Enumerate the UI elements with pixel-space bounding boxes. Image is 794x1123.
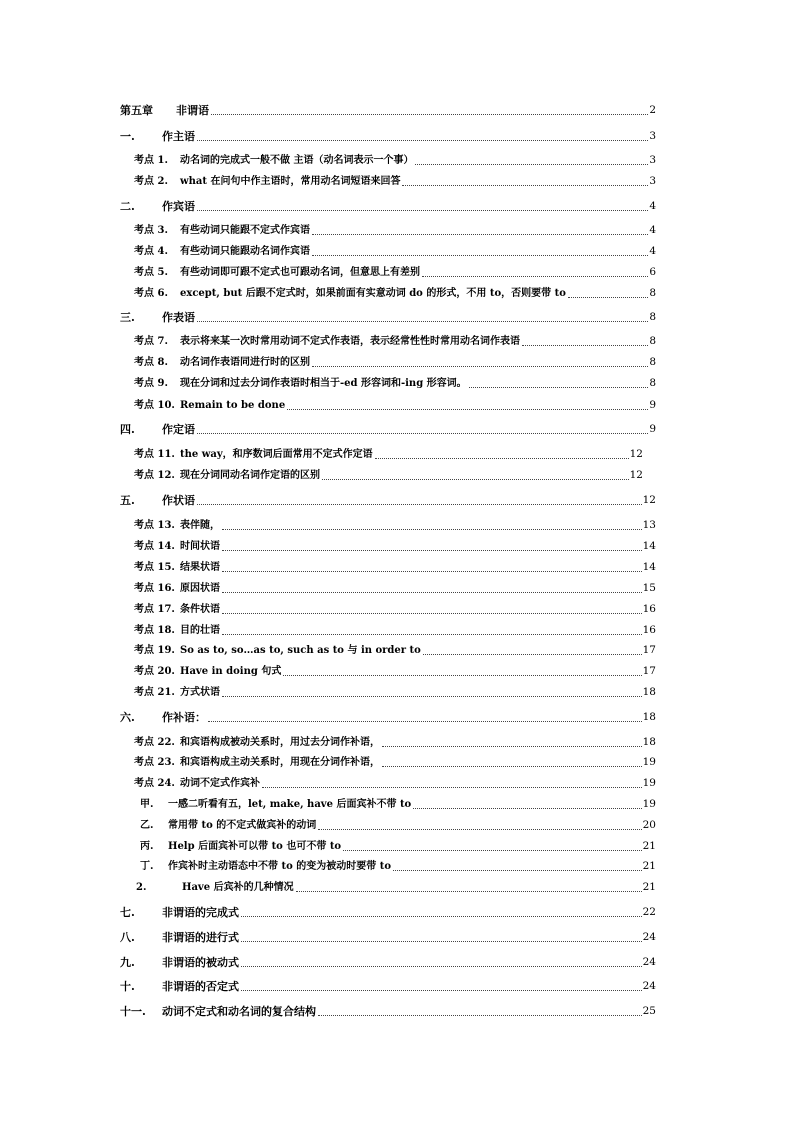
toc-leader-dots (312, 365, 648, 367)
toc-leader-dots (222, 528, 642, 530)
toc-entry-title: 常用带 to 的不定式做宾补的动词 (168, 820, 317, 831)
toc-entry-title: 非谓语的被动式 (162, 956, 239, 969)
toc-entry-title: except, but 后跟不定式时，如果前面有实意动词 do 的形式，不用 to，否则要带 to (180, 288, 566, 299)
toc-leader-dots (296, 890, 642, 892)
toc-entry[interactable] (120, 224, 656, 237)
toc-entry-number: 考点 14. (134, 541, 175, 552)
toc-leader-dots (312, 254, 648, 256)
toc-entry-number: 考点 1. (134, 155, 168, 166)
toc-leader-dots (318, 1014, 642, 1016)
toc-entry-number: 考点 19. (134, 645, 175, 656)
toc-entry[interactable] (120, 154, 656, 167)
toc-entry-page-number: 15 (642, 582, 656, 594)
toc-entry-title: 原因状语 (180, 583, 220, 594)
toc-leader-dots (241, 940, 642, 942)
toc-entry-page-number: 8 (649, 377, 656, 389)
toc-entry-page-number: 3 (649, 130, 656, 142)
toc-entry-page-number: 17 (642, 665, 656, 677)
toc-leader-dots (402, 184, 648, 186)
toc-entry-title: Have in doing 句式 (180, 666, 282, 677)
toc-entry-number: 考点 2. (134, 176, 168, 187)
toc-entry-title: 有些动词只能跟动名词作宾语 (180, 246, 310, 257)
toc-entry[interactable] (120, 1005, 656, 1018)
toc-entry-number: 考点 20. (134, 666, 175, 677)
toc-leader-dots (393, 869, 642, 871)
toc-entry-page-number: 4 (649, 224, 656, 236)
toc-entry[interactable] (120, 561, 656, 574)
toc-entry-number: 二. (120, 200, 135, 213)
toc-entry-page-number: 9 (649, 423, 656, 435)
toc-entry-title: 方式状语 (180, 687, 220, 698)
toc-entry-number: 考点 17. (134, 604, 175, 615)
toc-entry[interactable] (120, 494, 656, 507)
toc-entry-number: 九. (120, 956, 135, 969)
toc-entry-page-number: 12 (629, 448, 643, 460)
toc-entry-title: So as to, so…as to, such as to 与 in order to (180, 645, 421, 656)
toc-entry-page-number: 25 (642, 1005, 656, 1017)
toc-entry[interactable] (120, 819, 656, 832)
toc-entry-title: the way，和序数词后面常用不定式作定语 (180, 449, 373, 460)
toc-entry-number: 考点 9. (134, 378, 168, 389)
toc-entry-title: Help 后面宾补可以带 to 也可不带 to (168, 841, 342, 852)
toc-entry-title: 和宾语构成被动关系时，用过去分词作补语， (180, 737, 380, 748)
toc-leader-dots (197, 432, 648, 434)
toc-entry-title: 和宾语构成主动关系时，用现在分词作补语， (180, 757, 380, 768)
toc-entry-page-number: 16 (642, 624, 656, 636)
toc-leader-dots (211, 113, 648, 115)
toc-entry-number: 考点 23. (134, 757, 175, 768)
toc-entry-page-number: 2 (649, 104, 656, 116)
toc-leader-dots (241, 989, 642, 991)
toc-leader-dots (262, 786, 642, 788)
toc-entry-title: 表伴随， (180, 520, 220, 531)
toc-entry[interactable] (120, 448, 643, 461)
toc-leader-dots (415, 163, 648, 165)
toc-entry-number: 考点 3. (134, 225, 168, 236)
toc-entry-title: 作宾补时主动语态中不带 to 的变为被动时要带 to (168, 861, 392, 872)
toc-leader-dots (375, 457, 629, 459)
toc-entry-number: 考点 24. (134, 778, 175, 789)
toc-entry-title: Remain to be done (180, 400, 286, 411)
toc-entry-page-number: 22 (642, 906, 656, 918)
toc-entry[interactable] (120, 624, 656, 637)
toc-entry-title: 非谓语的否定式 (162, 980, 239, 993)
toc-entry-page-number: 24 (642, 980, 656, 992)
toc-entry-number: 考点 4. (134, 246, 168, 257)
toc-entry[interactable] (120, 130, 656, 143)
toc-entry-number: 一. (120, 130, 135, 143)
toc-entry[interactable] (120, 540, 656, 553)
toc-entry-number: 甲. (140, 799, 154, 810)
toc-entry-number: 考点 22. (134, 737, 175, 748)
toc-leader-dots (197, 209, 648, 211)
toc-entry[interactable] (120, 200, 656, 213)
toc-entry-number: 考点 7. (134, 336, 168, 347)
toc-entry[interactable] (120, 956, 656, 969)
toc-entry-title: 有些动词只能跟不定式作宾语 (180, 225, 310, 236)
toc-entry-title: 作定语 (162, 423, 195, 436)
toc-entry-page-number: 13 (642, 519, 656, 531)
toc-entry-number: 五. (120, 494, 135, 507)
toc-entry-page-number: 4 (649, 245, 656, 257)
toc-entry-number: 考点 8. (134, 357, 168, 368)
toc-entry-page-number: 24 (642, 931, 656, 943)
toc-leader-dots (318, 828, 641, 830)
toc-entry[interactable] (120, 469, 643, 482)
toc-entry[interactable] (120, 665, 656, 678)
toc-entry-title: 作补语： (162, 711, 206, 724)
toc-leader-dots (197, 503, 642, 505)
toc-entry-title: 作状语 (162, 494, 195, 507)
toc-leader-dots (208, 720, 642, 722)
toc-entry-page-number: 8 (649, 287, 656, 299)
toc-entry-page-number: 16 (642, 603, 656, 615)
toc-entry-title: 目的壮语 (180, 625, 220, 636)
toc-entry-page-number: 19 (642, 798, 656, 810)
toc-entry-title: 动名词作表语同进行时的区别 (180, 357, 310, 368)
toc-entry-number: 三. (120, 311, 135, 324)
toc-entry-page-number: 6 (649, 266, 656, 278)
toc-entry-number: 考点 18. (134, 625, 175, 636)
toc-leader-dots (222, 633, 642, 635)
toc-entry-number: 丙. (140, 841, 154, 852)
toc-entry-page-number: 12 (642, 494, 656, 506)
toc-entry-number: 十一. (120, 1005, 146, 1018)
toc-leader-dots (287, 408, 648, 410)
toc-entry[interactable] (120, 287, 656, 300)
toc-entry[interactable] (120, 311, 656, 324)
toc-entry[interactable] (120, 840, 656, 853)
toc-entry[interactable] (120, 881, 656, 894)
toc-entry[interactable] (120, 906, 656, 919)
toc-leader-dots (343, 849, 642, 851)
toc-entry[interactable] (120, 423, 656, 436)
toc-entry-title: 时间状语 (180, 541, 220, 552)
toc-leader-dots (241, 965, 642, 967)
toc-entry[interactable] (120, 686, 656, 699)
toc-entry-number: 六. (120, 711, 135, 724)
toc-entry-number: 2. (136, 882, 147, 893)
toc-entry[interactable] (120, 356, 656, 369)
toc-entry-page-number: 19 (642, 756, 656, 768)
toc-entry-title: 作表语 (162, 311, 195, 324)
toc-entry[interactable] (120, 582, 656, 595)
toc-entry-title: 非谓语 (176, 104, 209, 117)
toc-entry-page-number: 24 (642, 956, 656, 968)
toc-entry-page-number: 21 (642, 881, 656, 893)
toc-entry-page-number: 18 (642, 736, 656, 748)
toc-entry[interactable] (120, 931, 656, 944)
toc-entry[interactable] (120, 399, 656, 412)
toc-entry-page-number: 18 (642, 711, 656, 723)
toc-entry[interactable] (120, 266, 656, 279)
toc-entry-page-number: 4 (649, 200, 656, 212)
toc-entry-title: 非谓语的完成式 (162, 906, 239, 919)
toc-entry[interactable] (120, 603, 656, 616)
toc-leader-dots (283, 674, 641, 676)
toc-entry-page-number: 21 (642, 860, 656, 872)
toc-leader-dots (222, 570, 642, 572)
toc-leader-dots (197, 320, 648, 322)
toc-entry-title: 条件状语 (180, 604, 220, 615)
toc-leader-dots (469, 386, 649, 388)
toc-entry-number: 第五章 (120, 104, 153, 117)
toc-leader-dots (222, 612, 642, 614)
toc-entry-number: 四. (120, 423, 135, 436)
toc-leader-dots (382, 745, 642, 747)
toc-entry[interactable] (120, 798, 656, 811)
toc-entry-page-number: 3 (649, 154, 656, 166)
toc-entry[interactable] (120, 711, 656, 724)
toc-entry-number: 十. (120, 980, 135, 993)
toc-entry-title: 结果状语 (180, 562, 220, 573)
toc-entry-page-number: 9 (649, 399, 656, 411)
toc-leader-dots (197, 139, 648, 141)
toc-entry-page-number: 14 (642, 561, 656, 573)
toc-entry[interactable] (120, 104, 656, 117)
toc-entry-number: 乙. (140, 820, 154, 831)
toc-entry-number: 丁. (140, 861, 154, 872)
toc-entry-number: 考点 6. (134, 288, 168, 299)
toc-entry-title: 作宾语 (162, 200, 195, 213)
toc-entry-page-number: 8 (649, 335, 656, 347)
toc-entry[interactable] (120, 736, 656, 749)
toc-entry[interactable] (120, 519, 656, 532)
toc-entry-title: 动名词的完成式一般不做 主语（动名词表示一个事） (180, 155, 414, 166)
toc-leader-dots (322, 478, 629, 480)
toc-entry-page-number: 12 (629, 469, 643, 481)
toc-leader-dots (382, 765, 642, 767)
toc-leader-dots (423, 653, 642, 655)
toc-entry-title: Have 后宾补的几种情况 (182, 882, 294, 893)
toc-entry[interactable] (120, 777, 656, 790)
toc-leader-dots (241, 915, 642, 917)
toc-leader-dots (422, 275, 648, 277)
toc-entry[interactable] (120, 175, 656, 188)
toc-entry-number: 考点 11. (134, 449, 175, 460)
toc-entry-page-number: 21 (642, 840, 656, 852)
toc-entry[interactable] (120, 756, 656, 769)
toc-entry-title: 非谓语的进行式 (162, 931, 239, 944)
toc-entry-number: 七. (120, 906, 135, 919)
toc-entry-page-number: 18 (642, 686, 656, 698)
toc-entry-title: 作主语 (162, 130, 195, 143)
toc-entry-page-number: 8 (649, 356, 656, 368)
toc-entry[interactable] (120, 335, 656, 348)
toc-entry-page-number: 14 (642, 540, 656, 552)
toc-entry[interactable] (120, 377, 656, 390)
toc-entry-number: 考点 5. (134, 267, 168, 278)
toc-leader-dots (413, 807, 641, 809)
toc-entry-number: 八. (120, 931, 135, 944)
toc-leader-dots (522, 344, 648, 346)
toc-entry-page-number: 19 (642, 777, 656, 789)
toc-leader-dots (312, 233, 648, 235)
toc-entry-title: 现在分词和过去分词作表语时相当于-ed 形容词和-ing 形容词。 (180, 378, 467, 389)
toc-entry[interactable] (120, 860, 656, 873)
toc-entry-number: 考点 10. (134, 400, 175, 411)
toc-leader-dots (222, 549, 642, 551)
toc-leader-dots (568, 296, 648, 298)
toc-entry[interactable] (120, 644, 656, 657)
toc-leader-dots (222, 695, 642, 697)
toc-entry-title: 现在分词同动名词作定语的区别 (180, 470, 320, 481)
toc-entry-page-number: 20 (642, 819, 656, 831)
toc-entry-number: 考点 16. (134, 583, 175, 594)
toc-entry-title: 动词不定式和动名词的复合结构 (162, 1005, 316, 1018)
toc-entry-title: what 在问句中作主语时，常用动名词短语来回答 (180, 176, 401, 187)
toc-entry[interactable] (120, 245, 656, 258)
toc-entry-number: 考点 15. (134, 562, 175, 573)
toc-entry-page-number: 8 (649, 311, 656, 323)
toc-entry-number: 考点 13. (134, 520, 175, 531)
toc-entry-page-number: 3 (649, 175, 656, 187)
toc-leader-dots (222, 591, 642, 593)
toc-entry-title: 动词不定式作宾补 (180, 778, 260, 789)
toc-entry-number: 考点 12. (134, 470, 175, 481)
toc-entry-title: 表示将来某一次时常用动词不定式作表语，表示经常性性时常用动名词作表语 (180, 336, 520, 347)
toc-entry[interactable] (120, 980, 656, 993)
toc-entry-number: 考点 21. (134, 687, 175, 698)
toc-entry-title: 有些动词即可跟不定式也可跟动名词，但意思上有差别 (180, 267, 420, 278)
toc-entry-title: 一感二听看有五，let, make, have 后面宾补不带 to (168, 799, 412, 810)
toc-entry-page-number: 17 (642, 644, 656, 656)
